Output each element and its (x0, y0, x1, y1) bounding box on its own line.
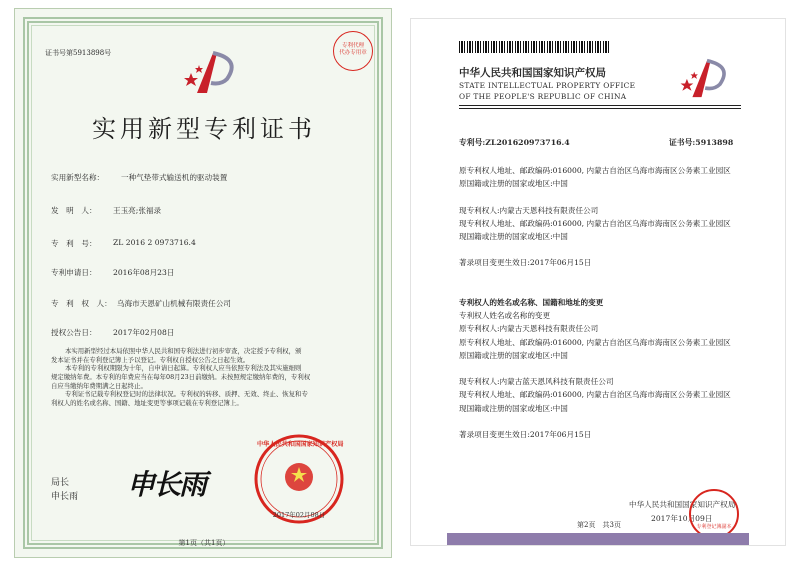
certificate-number: 证书号第5913898号 (45, 49, 112, 57)
sipo-logo-icon (183, 49, 243, 95)
register-line: 现专利权人:内蒙古蓝天恩风科技有限责任公司 (459, 377, 614, 387)
field-label: 专利申请日： (51, 268, 97, 277)
register-line: 原国籍或注册的国家或地区:中国 (459, 350, 568, 360)
body-line: 本实用新型经过本局依照中华人民共和国专利法进行初步审查，决定授予专利权，颁 (65, 347, 302, 355)
field-label: 实用新型名称： (51, 173, 105, 182)
field-label: 发 明 人： (51, 206, 97, 215)
seal-text: 中华人民共和国国家知识产权局 (257, 441, 344, 448)
seal-date: 2017年02月08日 (272, 511, 326, 519)
barcode (459, 41, 609, 53)
issuer-name: 中华人民共和国国家知识产权局 (629, 500, 736, 509)
certificate-title: 实用新型专利证书 (92, 115, 316, 143)
register-line: 现专利权人地址、邮政编码:016000, 内蒙古自治区乌海市海南区公务素工业园区 (459, 390, 731, 400)
office-name-en-2: OF THE PEOPLE'S REPUBLIC OF CHINA (459, 92, 627, 101)
register-line: 著录项目变更生效日:2017年06月15日 (459, 430, 592, 439)
field-label: 专 利 权 人： (51, 299, 112, 308)
stamp-line: 专利代理 (341, 43, 364, 49)
section-heading: 专利权人的姓名或名称、国籍和地址的变更 (459, 298, 604, 307)
field-value: 2017年02月08日 (113, 328, 175, 337)
body-line: 利权人的姓名或名称、国籍、地址变更等事项记载在专利登记簿上。 (51, 398, 243, 407)
header-rule (459, 105, 741, 109)
register-copy-page (410, 18, 786, 546)
field-value: 2016年08月23日 (113, 268, 175, 277)
director-title: 局长 (51, 478, 70, 488)
body-line: 专利证书记载专利权登记时的法律状况。专利权的转移、质押、无效、终止、恢复和专 (65, 390, 308, 399)
register-line: 专利权人姓名或名称的变更 (459, 311, 551, 321)
body-line: 本专利的专利权期限为十年，自申请日起算。专利权人应当依照专利法及其实施细则 (65, 364, 302, 373)
register-line: 原国籍或注册的国家或地区:中国 (459, 179, 568, 189)
register-line: 原专利权人地址、邮政编码:016000, 内蒙古自治区乌海市海南区公务素工业园区 (459, 337, 731, 347)
certificate-number: 证书号:5913898 (669, 138, 734, 147)
page-number: 第2页 共3页 (577, 521, 621, 529)
register-line: 原专利权人:内蒙古天恩科技有限责任公司 (459, 324, 599, 334)
seal-text: 专利登记簿副本 (696, 524, 732, 530)
body-line: 规定缴纳年费。本专利的年费应当在每年08月23日前缴纳。未按照规定缴纳年费的，专利权 (51, 372, 311, 381)
director-name: 申长雨 (51, 492, 79, 502)
field-value: 一种气垫带式输送机的驱动装置 (121, 173, 228, 182)
register-seal (689, 489, 739, 539)
register-line: 现专利权人:内蒙古天恩科技有限责任公司 (459, 205, 599, 215)
stamp-line: 代办专用章 (339, 50, 367, 57)
director-signature: 申长雨 (127, 468, 206, 501)
patent-number: 专利号:ZL201620973716.4 (459, 138, 570, 147)
register-line: 著录项目变更生效日:2017年06月15日 (459, 258, 592, 268)
field-label: 授权公告日： (51, 328, 97, 337)
body-line: 发本证书并在专利登记簿上予以登记。专利权自授权公告之日起生效。 (51, 355, 250, 364)
field-label: 专 利 号： (51, 239, 97, 248)
certificate-body (51, 347, 371, 407)
agency-stamp (333, 31, 373, 71)
footer-bar (447, 533, 749, 545)
field-value: 王玉亮;张福录 (113, 206, 162, 215)
office-name-cn: 中华人民共和国国家知识产权局 (459, 67, 606, 79)
body-line: 自应当缴纳年费期满之日起终止。 (51, 381, 147, 390)
official-seal (253, 433, 345, 525)
register-line: 现专利权人地址、邮政编码:016000, 内蒙古自治区乌海市海南区公务素工业园区 (459, 218, 731, 228)
field-value: 乌海市天恩矿山机械有限责任公司 (117, 299, 231, 308)
issue-date: 2017年10月09日 (651, 514, 713, 523)
office-name-en: STATE INTELLECTUAL PROPERTY OFFICE (459, 81, 636, 90)
sipo-logo-icon (679, 57, 735, 99)
register-line: 原专利权人地址、邮政编码:016000, 内蒙古自治区乌海市海南区公务素工业园区 (459, 166, 731, 175)
page-number: 第1页（共1页） (178, 539, 230, 547)
register-line: 现国籍或注册的国家或地区:中国 (459, 232, 568, 241)
field-value: ZL 2016 2 0973716.4 (113, 238, 196, 247)
register-line: 现国籍或注册的国家或地区:中国 (459, 403, 568, 413)
patent-certificate (14, 8, 392, 558)
